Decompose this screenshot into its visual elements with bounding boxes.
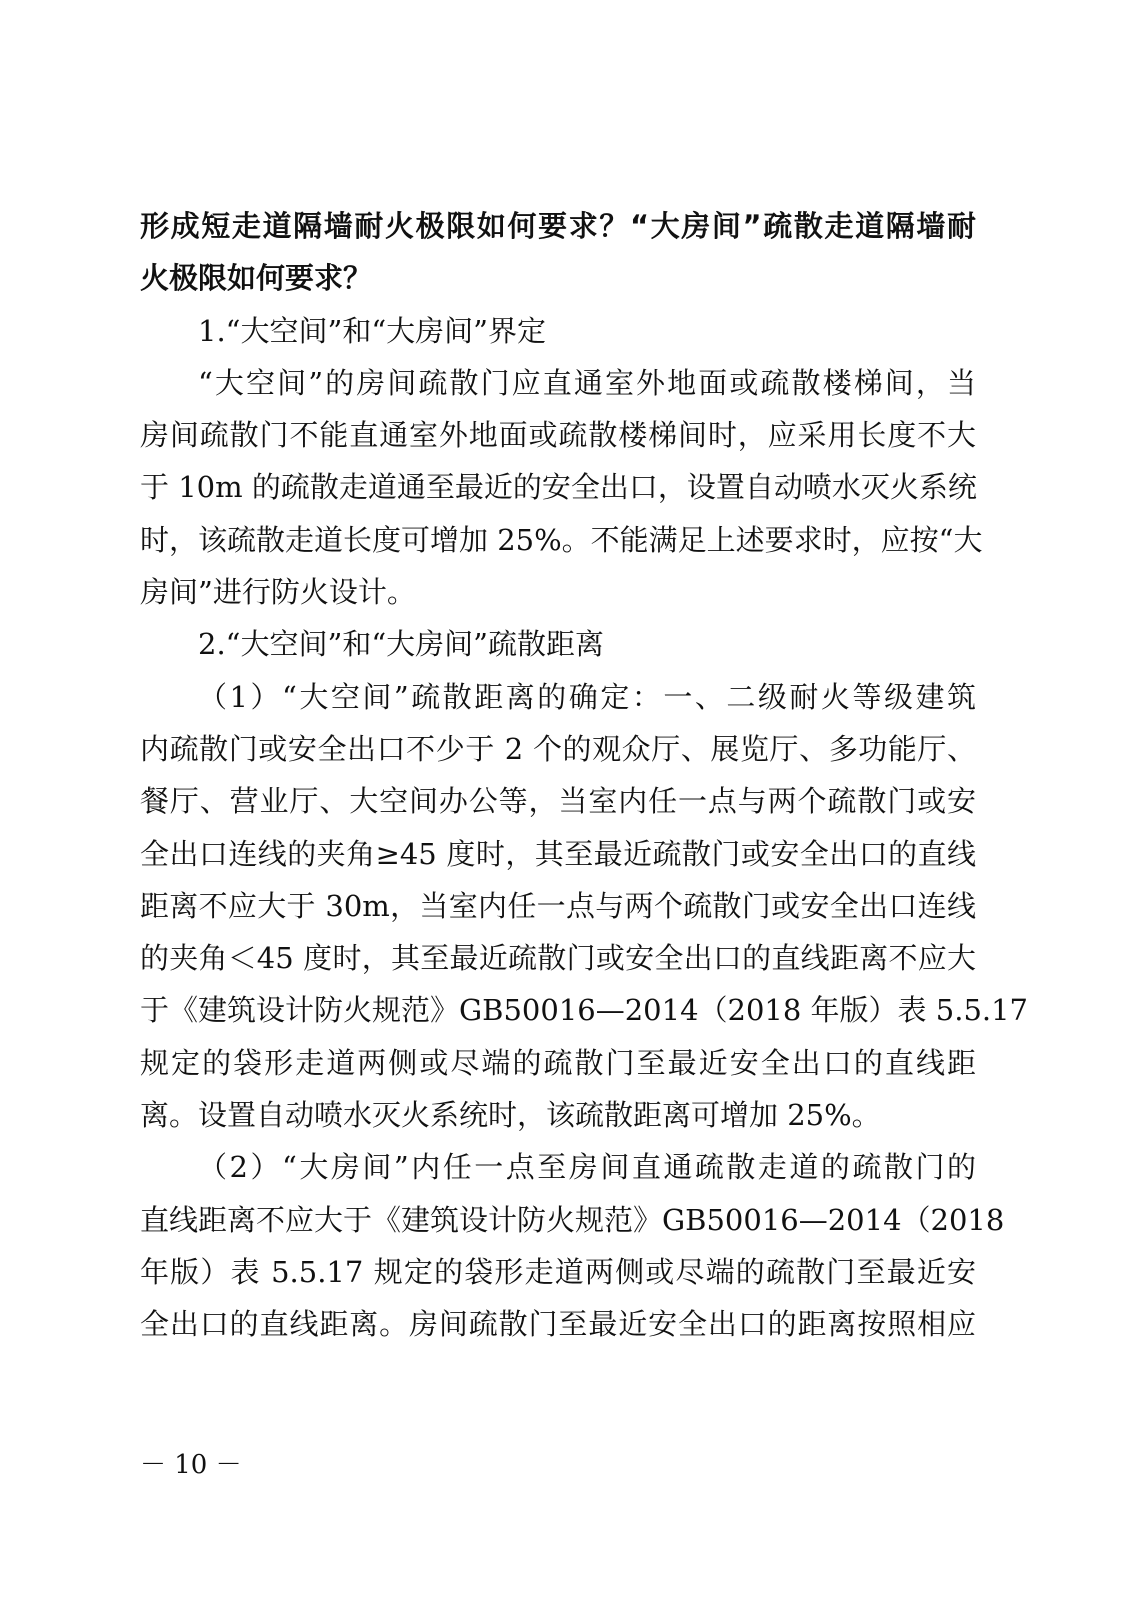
paragraph-line: 于 10m 的疏散走道通至最近的安全出口，设置自动喷水灭火系统 [140, 470, 977, 505]
paragraph-line: 规定的袋形走道两侧或尽端的疏散门至最近安全出口的直线距 [140, 1045, 976, 1080]
paragraph-line: 内疏散门或安全出口不少于 2 个的观众厅、展览厅、多功能厅、 [140, 731, 976, 766]
paragraph-line: 房间”进行防火设计。 [140, 575, 416, 610]
paragraph-line: （2）“大房间”内任一点至房间直通疏散走道的疏散门的 [198, 1150, 976, 1185]
paragraph-line: 房间疏散门不能直通室外地面或疏散楼梯间时，应采用长度不大 [140, 418, 976, 453]
paragraph-line: 于《建筑设计防火规范》GB50016—2014（2018 年版）表 5.5.17 [140, 993, 1029, 1028]
paragraph-line: “大空间”的房间疏散门应直通室外地面或疏散楼梯间，当 [198, 365, 976, 400]
paragraph-line: （1）“大空间”疏散距离的确定：一、二级耐火等级建筑 [198, 679, 976, 714]
paragraph-line: 时，该疏散走道长度可增加 25%。不能满足上述要求时，应按“大 [140, 522, 983, 557]
paragraph-line: 距离不应大于 30m，当室内任一点与两个疏散门或安全出口连线 [140, 888, 976, 923]
section2-item2 [140, 1141, 1005, 1350]
paragraph-line: 直线距离不应大于《建筑设计防火规范》GB50016—2014（2018 [140, 1202, 1005, 1237]
paragraph-line: 的夹角＜45 度时，其至最近疏散门或安全出口的直线距离不应大 [140, 941, 976, 976]
document-body [140, 200, 1029, 1351]
section2-title: 2.“大空间”和“大房间”疏散距离 [198, 627, 604, 662]
paragraph-line: 餐厅、营业厅、大空间办公等，当室内任一点与两个疏散门或安 [140, 784, 976, 819]
section1-title: 1.“大空间”和“大房间”界定 [198, 313, 546, 348]
heading-line: 形成短走道隔墙耐火极限如何要求？“大房间”疏散走道隔墙耐 [140, 209, 976, 243]
heading-line: 火极限如何要求？ [140, 261, 373, 296]
paragraph-line: 离。设置自动喷水灭火系统时，该疏散距离可增加 25%。 [140, 1098, 881, 1133]
section-heading [140, 200, 976, 305]
section2-item1 [140, 671, 1029, 1142]
paragraph-line: 全出口的直线距离。房间疏散门至最近安全出口的距离按照相应 [140, 1307, 976, 1342]
section1-paragraph [140, 357, 983, 618]
page-number: － 10 － [140, 1450, 242, 1480]
paragraph-line: 年版）表 5.5.17 规定的袋形走道两侧或尽端的疏散门至最近安 [140, 1254, 976, 1289]
paragraph-line: 全出口连线的夹角≥45 度时，其至最近疏散门或安全出口的直线 [140, 836, 976, 871]
